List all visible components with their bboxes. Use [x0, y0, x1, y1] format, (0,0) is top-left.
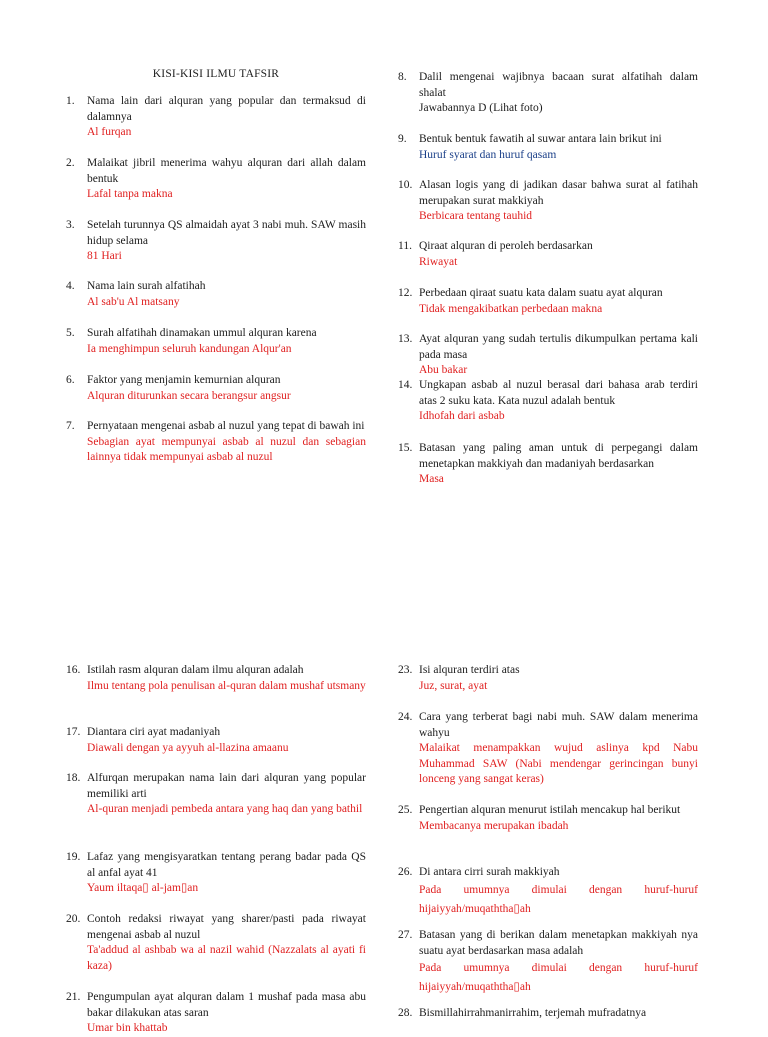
question-text: Ungkapan asbab al nuzul berasal dari bahasa arab terdiri atas 2 suku kata. Kata nuzul adalah bentuk	[419, 379, 698, 407]
question-number: 26.	[398, 866, 413, 878]
question-item	[398, 378, 698, 425]
question-item	[398, 928, 698, 997]
question-text: Alasan logis yang di jadikan dasar bahwa surat al fatihah merupakan surat makkiyah	[419, 179, 698, 207]
question-item	[66, 419, 366, 466]
question-item	[398, 865, 698, 919]
question-text: Di antara cirri surah makkiyah	[419, 866, 560, 878]
answer-text: Ia menghimpun seluruh kandungan Alqur'an	[87, 342, 292, 355]
question-item	[398, 1006, 698, 1022]
document-title: KISI-KISI ILMU TAFSIR	[152, 68, 280, 80]
question-number: 20.	[66, 913, 81, 925]
question-item	[66, 663, 366, 694]
question-number: 7.	[66, 420, 75, 432]
question-number: 2.	[66, 157, 75, 169]
question-item	[66, 218, 366, 265]
question-text: Bismillahirrahmanirrahim, terjemah mufradatnya	[419, 1007, 647, 1019]
question-number: 21.	[66, 991, 81, 1003]
answer-text: Lafal tanpa makna	[87, 188, 173, 200]
question-text: Cara yang terberat bagi nabi muh. SAW dalam menerima wahyu	[419, 711, 698, 739]
question-number: 4.	[66, 280, 75, 292]
question-item	[398, 441, 698, 488]
question-text: Batasan yang di berikan dalam menetapkan makkiyah nya suatu ayat berdasarkan masa adalah	[419, 929, 698, 957]
question-text: Perbedaan qiraat suatu kata dalam suatu ayat alquran	[419, 287, 663, 299]
answer-text: Pada umumnya dimulai dengan huruf-huruf hijaiyyah/muqaththa▯ah	[419, 883, 698, 915]
question-number: 6.	[66, 374, 75, 386]
question-item	[398, 710, 698, 788]
question-text: Ayat alquran yang sudah tertulis dikumpulkan pertama kali pada masa	[419, 333, 698, 361]
question-number: 28.	[398, 1007, 413, 1019]
question-number: 24.	[398, 711, 413, 723]
answer-text: Sebagian ayat mempunyai asbab al nuzul dan sebagian lainnya tidak mempunyai asbab al nuzul	[87, 435, 366, 463]
question-text: Bentuk bentuk fawatih al suwar antara lain brikut ini	[419, 133, 662, 145]
question-item	[398, 663, 698, 694]
question-item	[398, 178, 698, 225]
answer-text: Diawali dengan ya ayyuh al-llazina amaanu	[87, 741, 289, 754]
question-number: 5.	[66, 327, 75, 339]
answer-text: Masa	[419, 473, 444, 485]
answer-text: 81 Hari	[87, 250, 122, 262]
answer-text: Malaikat menampakkan wujud aslinya kpd Nabu Muhammad SAW (Nabi mendengar gerincingan bunyi lonceng yang sangat keras)	[419, 742, 698, 785]
answer-text: Riwayat	[419, 255, 458, 268]
question-number: 8.	[398, 71, 407, 83]
answer-text: Idhofah dari asbab	[419, 410, 505, 422]
answer-text: Ilmu tentang pola penulisan al-quran dalam mushaf utsmany	[87, 679, 366, 692]
question-item	[66, 912, 366, 974]
question-number: 13.	[398, 333, 413, 345]
question-text: Dalil mengenai wajibnya bacaan surat alfatihah dalam shalat	[419, 71, 698, 99]
question-item	[398, 70, 698, 117]
question-item	[66, 326, 366, 357]
answer-text: Juz, surat, ayat	[419, 679, 488, 692]
question-text: Diantara ciri ayat madaniyah	[87, 726, 221, 738]
answer-text: Tidak mengakibatkan perbedaan makna	[419, 302, 603, 315]
question-text: Batasan yang paling aman untuk di perpegangi dalam menetapkan makkiyah dan madaniyah berdasarkan	[419, 442, 698, 470]
question-number: 1.	[66, 95, 75, 107]
question-text: Qiraat alquran di peroleh berdasarkan	[419, 240, 593, 252]
question-text: Malaikat jibril menerima wahyu alquran dari allah dalam bentuk	[87, 157, 366, 185]
answer-text: Membacanya merupakan ibadah	[419, 819, 569, 832]
answer-text: Abu bakar	[419, 364, 468, 376]
question-text: Isi alquran terdiri atas	[419, 664, 520, 676]
question-item	[398, 132, 698, 163]
answer-text: Al furqan	[87, 126, 132, 138]
question-number: 15.	[398, 442, 413, 454]
question-text: Contoh redaksi riwayat yang sharer/pasti pada riwayat mengenai asbab al nuzul	[87, 913, 366, 941]
answer-text: Pada umumnya dimulai dengan huruf-huruf hijaiyyah/muqaththa▯ah	[419, 962, 698, 993]
question-item	[66, 279, 366, 310]
question-item	[398, 803, 698, 834]
question-number: 14.	[398, 379, 413, 391]
question-item	[398, 286, 698, 317]
question-item	[66, 373, 366, 404]
question-number: 17.	[66, 726, 81, 738]
question-number: 25.	[398, 804, 413, 816]
question-text: Nama lain surah alfatihah	[87, 280, 206, 292]
answer-text: Berbicara tentang tauhid	[419, 210, 533, 222]
question-number: 27.	[398, 929, 413, 941]
question-number: 16.	[66, 664, 81, 676]
question-text: Pengumpulan ayat alquran dalam 1 mushaf pada masa abu bakar dilakukan atas saran	[87, 991, 366, 1019]
answer-text: Alquran diturunkan secara berangsur angsur	[87, 389, 291, 402]
question-item	[66, 156, 366, 203]
question-number: 18.	[66, 772, 81, 784]
question-number: 19.	[66, 851, 81, 863]
question-item	[66, 725, 366, 756]
question-text: Alfurqan merupakan nama lain dari alquran yang popular memiliki arti	[87, 772, 366, 800]
answer-text: Umar bin khattab	[87, 1022, 168, 1034]
question-item	[66, 990, 366, 1037]
answer-text: Huruf syarat dan huruf qasam	[419, 148, 557, 161]
question-text: Pengertian alquran menurut istilah mencakup hal berikut	[419, 804, 681, 816]
question-text: Nama lain dari alquran yang popular dan termaksud di dalamnya	[87, 95, 366, 123]
question-item	[66, 94, 366, 141]
question-item	[398, 239, 698, 270]
question-item	[66, 771, 366, 818]
question-item	[66, 850, 366, 897]
question-number: 11.	[398, 240, 412, 252]
question-text: Istilah rasm alquran dalam ilmu alquran adalah	[87, 664, 304, 676]
question-text: Faktor yang menjamin kemurnian alquran	[87, 374, 281, 386]
question-number: 3.	[66, 219, 75, 231]
answer-text: Al sab'u Al matsany	[87, 295, 180, 308]
answer-text: Ta'addud al ashbab wa al nazil wahid (Nazzalats al ayati fi kaza)	[87, 944, 366, 972]
question-number: 12.	[398, 287, 413, 299]
question-text: Lafaz yang mengisyaratkan tentang perang badar pada QS al anfal ayat 41	[87, 851, 366, 879]
question-item	[398, 332, 698, 379]
answer-text: Yaum iltaqa▯ al-jam▯an	[87, 882, 199, 894]
question-number: 10.	[398, 179, 413, 191]
question-text: Setelah turunnya QS almaidah ayat 3 nabi muh. SAW masih hidup selama	[87, 219, 366, 247]
question-number: 9.	[398, 133, 407, 145]
answer-text: Jawabannya D (Lihat foto)	[419, 102, 543, 114]
question-text: Surah alfatihah dinamakan ummul alquran karena	[87, 327, 317, 339]
question-number: 23.	[398, 664, 413, 676]
answer-text: Al-quran menjadi pembeda antara yang haq dan yang bathil	[87, 803, 363, 815]
question-text: Pernyataan mengenai asbab al nuzul yang tepat di bawah ini	[87, 420, 365, 432]
